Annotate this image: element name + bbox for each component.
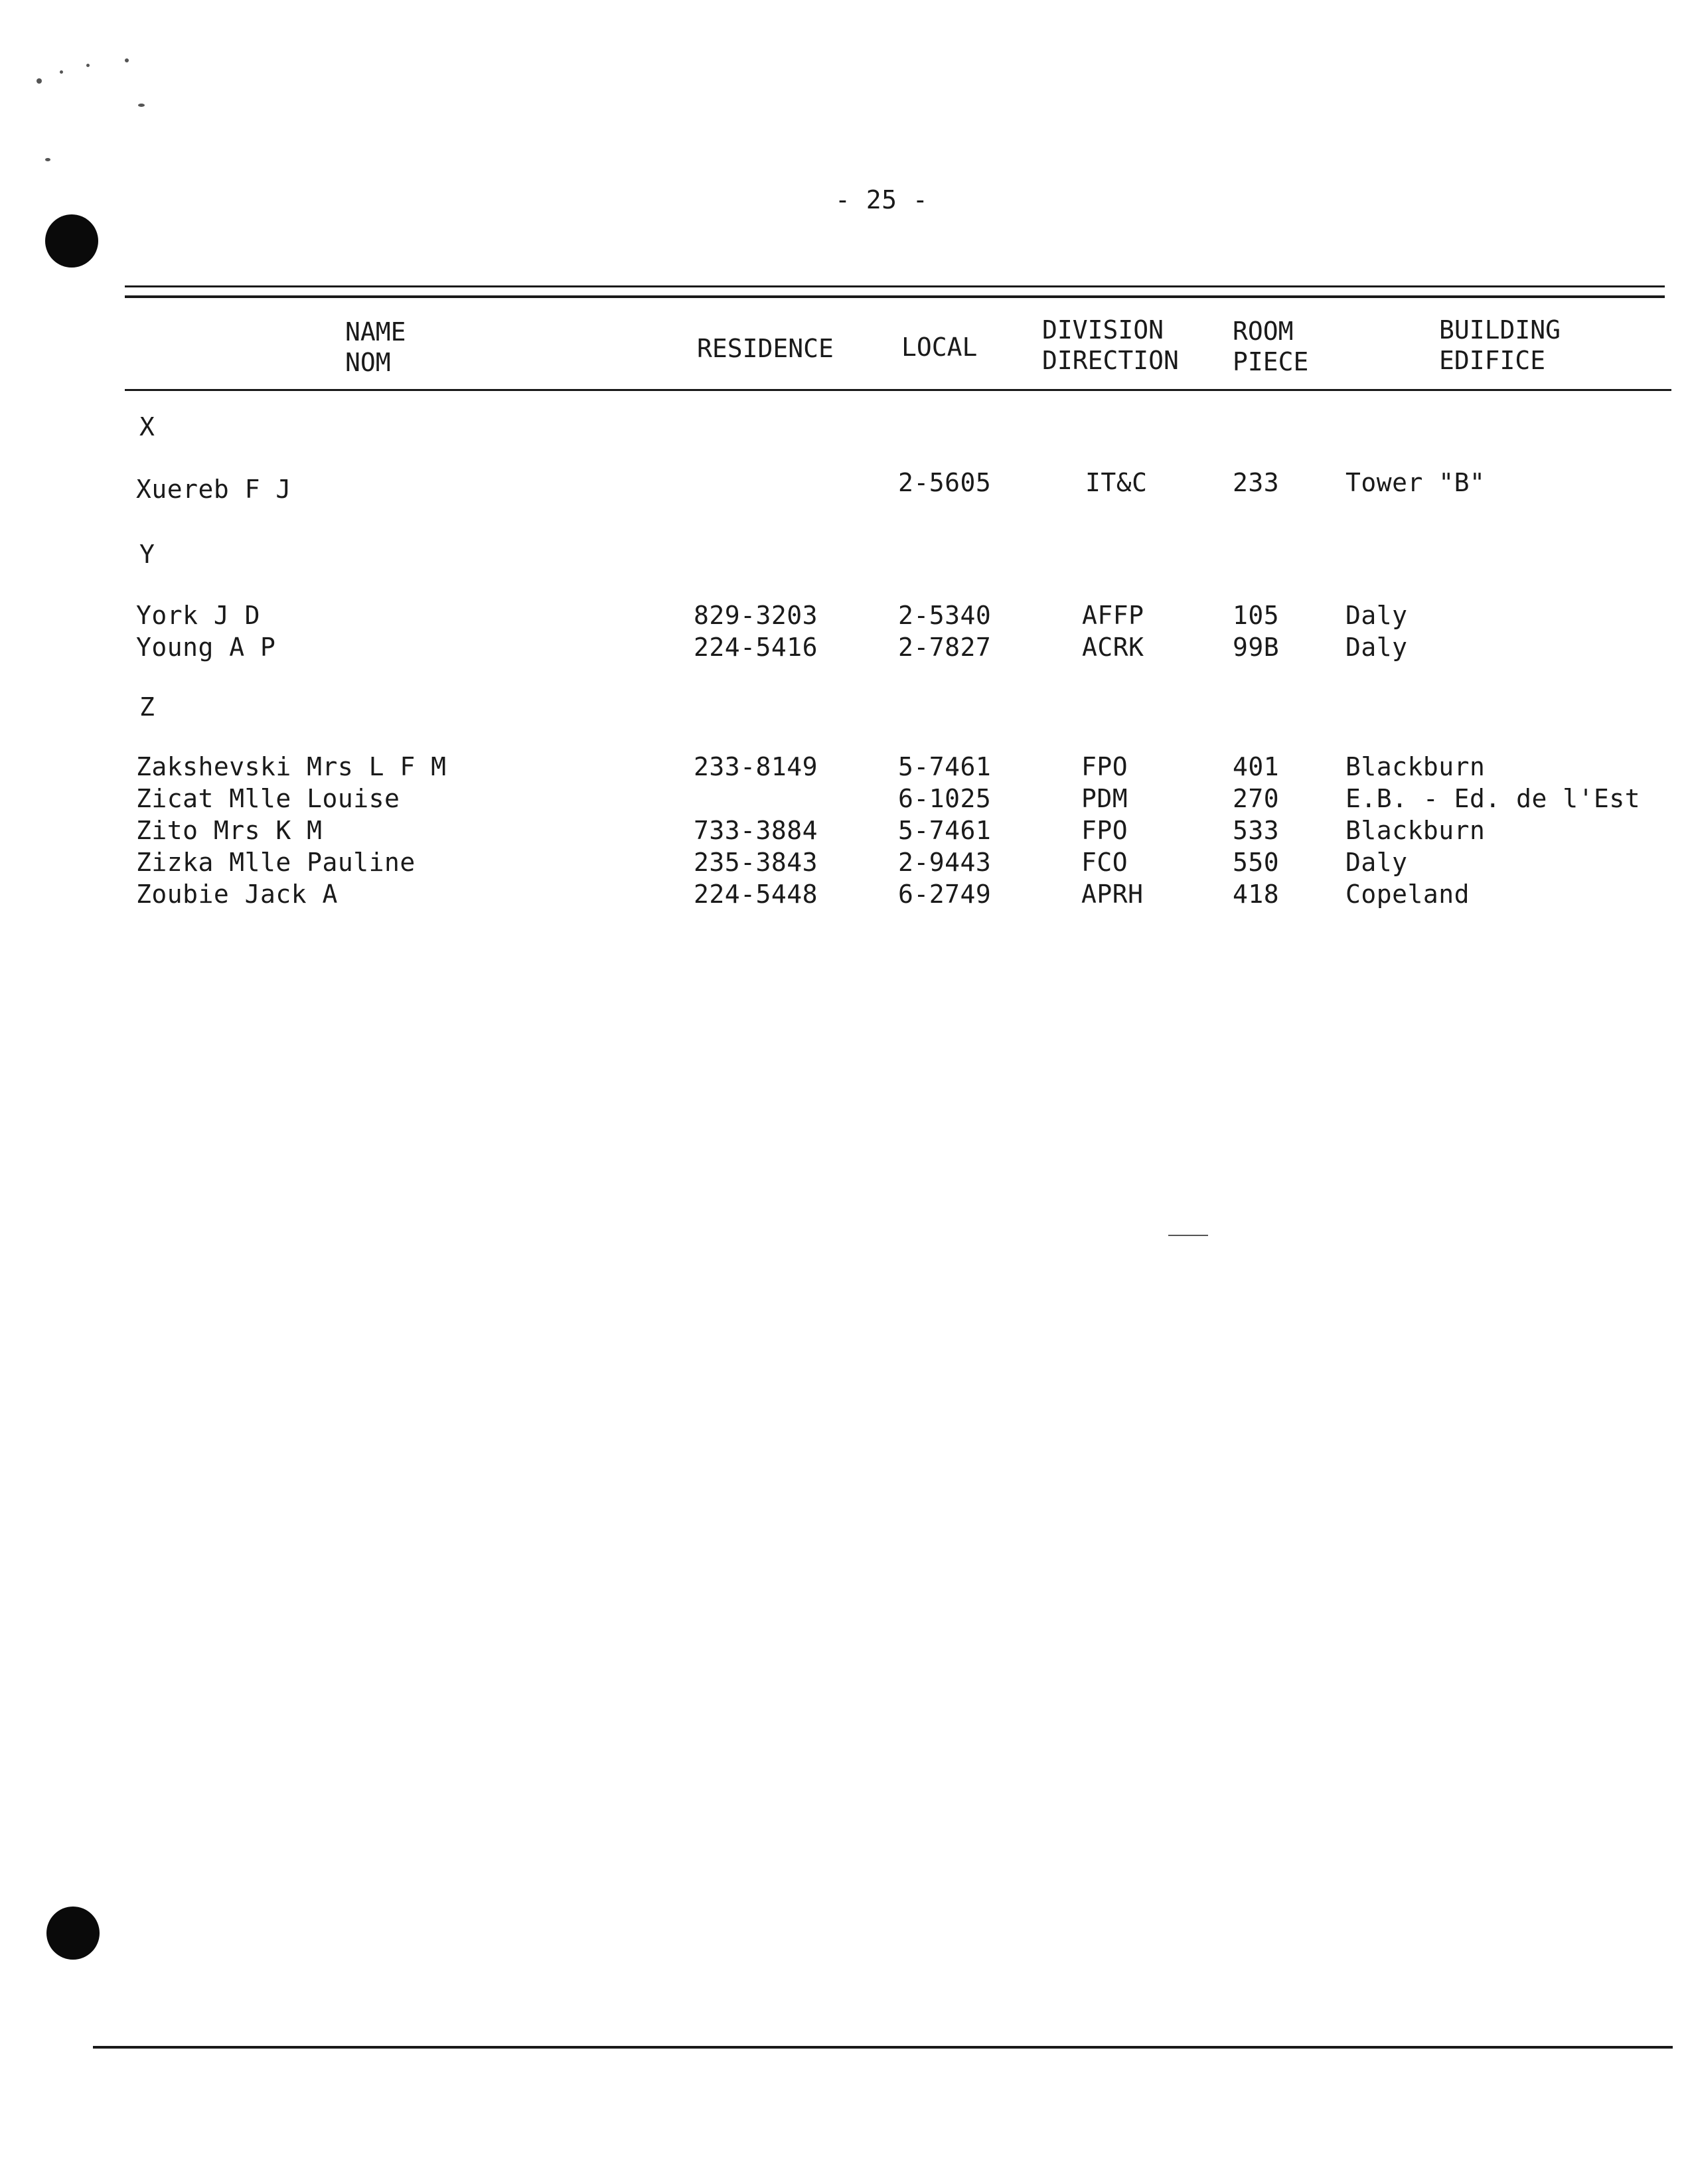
entry-local: 2-7827	[898, 633, 992, 662]
table-row	[136, 632, 1663, 664]
section-y	[136, 539, 1663, 664]
entry-residence: 233-8149	[694, 752, 818, 781]
header-piece: PIECE	[1233, 347, 1309, 376]
entry-local: 6-2749	[898, 880, 992, 909]
entry-room: 105	[1233, 601, 1280, 630]
header-rule-top	[125, 285, 1665, 287]
entry-local: 5-7461	[898, 816, 992, 845]
entry-residence: 829-3203	[694, 601, 818, 630]
entry-name: Zoubie Jack A	[136, 880, 338, 909]
entry-name: Xuereb F J	[136, 475, 291, 504]
header-room: ROOM	[1233, 317, 1294, 346]
directory-table	[136, 412, 1663, 911]
header-edifice: EDIFICE	[1439, 346, 1546, 375]
entry-division: IT&C	[1085, 468, 1148, 497]
entry-building: Blackburn	[1345, 752, 1486, 781]
entry-local: 5-7461	[898, 752, 992, 781]
entry-room: 418	[1233, 880, 1280, 909]
header-building: BUILDING	[1439, 315, 1561, 345]
entry-room: 270	[1233, 784, 1280, 813]
entry-local: 2-9443	[898, 848, 992, 877]
table-row	[136, 783, 1663, 815]
entry-division: APRH	[1081, 880, 1144, 909]
entry-division: FPO	[1081, 816, 1128, 845]
entry-division: ACRK	[1082, 633, 1144, 662]
entry-room: 99B	[1233, 633, 1280, 662]
section-letter-x: X	[139, 412, 155, 441]
header-residence: RESIDENCE	[697, 334, 834, 363]
entry-building: Copeland	[1345, 880, 1470, 909]
table-row	[136, 468, 1663, 506]
section-letter	[136, 539, 1663, 571]
entry-name: Zizka Mlle Pauline	[136, 848, 416, 877]
entry-building: Blackburn	[1345, 816, 1486, 845]
table-row	[136, 751, 1663, 783]
entry-local: 2-5605	[898, 468, 992, 497]
section-letter	[136, 412, 1663, 443]
entry-name: Zicat Mlle Louise	[136, 784, 400, 813]
section-letter-z: Z	[139, 692, 155, 722]
entry-building: Daly	[1345, 633, 1408, 662]
entry-local: 2-5340	[898, 601, 992, 630]
entry-room: 533	[1233, 816, 1280, 845]
header-division: DIVISION	[1042, 315, 1164, 345]
entry-room: 401	[1233, 752, 1280, 781]
header-direction: DIRECTION	[1042, 346, 1179, 375]
punch-hole-top	[45, 214, 98, 268]
entry-building: Tower "B"	[1345, 468, 1486, 497]
entry-division: PDM	[1081, 784, 1128, 813]
entry-name: Young A P	[136, 633, 276, 662]
entry-building: Daly	[1345, 848, 1408, 877]
page-number: - 25 -	[835, 185, 929, 214]
entry-residence: 224-5416	[694, 633, 818, 662]
section-letter-y: Y	[139, 540, 155, 569]
table-row	[136, 847, 1663, 879]
table-row	[136, 600, 1663, 632]
section-z	[136, 692, 1663, 911]
punch-hole-bottom	[46, 1907, 100, 1960]
header-local: LOCAL	[901, 333, 978, 362]
footer-rule	[93, 2046, 1673, 2049]
entry-residence: 733-3884	[694, 816, 818, 845]
entry-residence: 224-5448	[694, 880, 818, 909]
entry-name: Zito Mrs K M	[136, 816, 323, 845]
section-letter	[136, 692, 1663, 724]
entry-building: Daly	[1345, 601, 1408, 630]
entry-name: York J D	[136, 601, 261, 630]
entry-room: 233	[1233, 468, 1280, 497]
header-rule-top-2	[125, 295, 1665, 298]
entry-division: FPO	[1081, 752, 1128, 781]
entry-residence: 235-3843	[694, 848, 818, 877]
entry-division: AFFP	[1082, 601, 1144, 630]
entry-room: 550	[1233, 848, 1280, 877]
entry-division: FCO	[1081, 848, 1128, 877]
header-nom: NOM	[345, 348, 391, 377]
entry-name: Zakshevski Mrs L F M	[136, 752, 447, 781]
header-name: NAME	[345, 317, 406, 347]
header-rule-bottom	[125, 389, 1671, 391]
table-row	[136, 879, 1663, 911]
entry-building: E.B. - Ed. de l'Est	[1345, 784, 1641, 813]
section-x	[136, 412, 1663, 506]
entry-local: 6-1025	[898, 784, 992, 813]
table-row	[136, 815, 1663, 847]
